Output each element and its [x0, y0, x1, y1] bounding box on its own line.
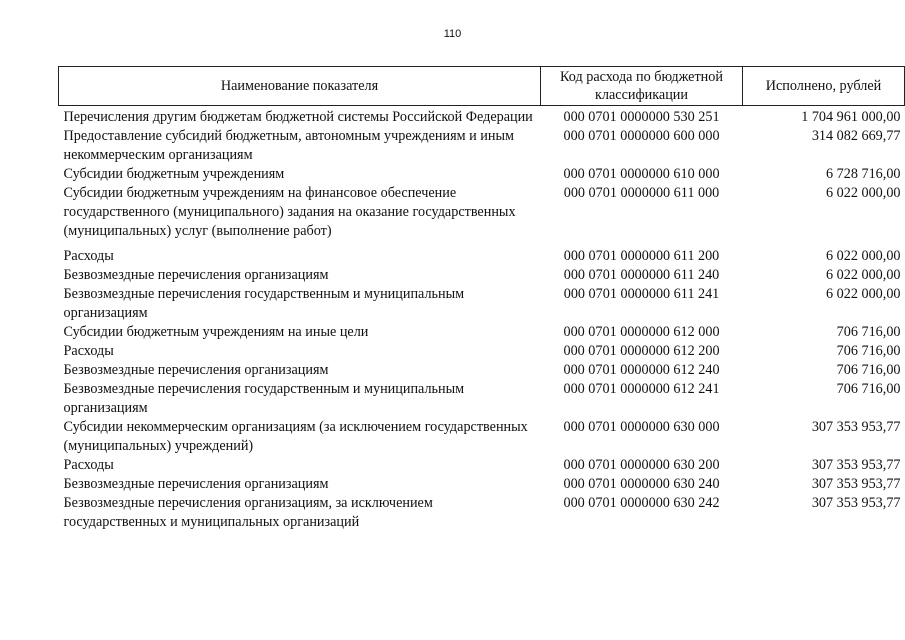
- row-name: Субсидии бюджетным учреждениям: [63, 166, 285, 182]
- table-row: [59, 247, 905, 266]
- table-row: [59, 266, 905, 285]
- row-name: Безвозмездные перечисления организациям: [63, 267, 329, 283]
- row-code: 000 0701 0000000 611 000: [563, 185, 720, 201]
- row-amount: 314 082 669,77: [811, 128, 901, 144]
- row-code: 000 0701 0000000 612 241: [563, 381, 720, 397]
- row-amount: 6 022 000,00: [826, 267, 901, 283]
- row-code: 000 0701 0000000 612 000: [563, 324, 720, 340]
- row-amount: 706 716,00: [836, 324, 901, 340]
- row-code: 000 0701 0000000 611 241: [563, 286, 720, 302]
- row-code: 000 0701 0000000 611 240: [563, 267, 720, 283]
- row-code: 000 0701 0000000 612 200: [563, 343, 720, 359]
- budget-table: [58, 66, 905, 532]
- row-name: Перечисления другим бюджетам бюджетной системы Российской Федерации: [63, 109, 533, 125]
- table-header: [59, 67, 905, 106]
- row-code: 000 0701 0000000 630 242: [563, 495, 720, 511]
- row-name: Расходы: [63, 457, 114, 473]
- row-code: 000 0701 0000000 530 251: [563, 109, 720, 125]
- table-body: [59, 106, 905, 533]
- row-amount: 307 353 953,77: [811, 419, 901, 435]
- row-name: Безвозмездные перечисления государственным и муниципальным организациям: [63, 286, 465, 321]
- header-name: Наименование показателя: [59, 67, 541, 106]
- row-amount: 307 353 953,77: [811, 495, 901, 511]
- row-name: Расходы: [63, 248, 114, 264]
- row-amount: 6 728 716,00: [826, 166, 901, 182]
- row-amount: 6 022 000,00: [826, 248, 901, 264]
- row-name: Безвозмездные перечисления организациям: [63, 476, 329, 492]
- row-code: 000 0701 0000000 610 000: [563, 166, 720, 182]
- header-code: Код расхода по бюджетной классификации: [541, 67, 743, 106]
- row-name: Расходы: [63, 343, 114, 359]
- table-row: [59, 127, 905, 165]
- table-row: [59, 361, 905, 380]
- row-amount: 307 353 953,77: [811, 476, 901, 492]
- row-code: 000 0701 0000000 630 200: [563, 457, 720, 473]
- header-row: [59, 67, 905, 106]
- row-code: 000 0701 0000000 630 000: [563, 419, 720, 435]
- table-row: [59, 165, 905, 184]
- table-row: [59, 342, 905, 361]
- table-row: [59, 456, 905, 475]
- row-amount: 706 716,00: [836, 343, 901, 359]
- row-code: 000 0701 0000000 600 000: [563, 128, 720, 144]
- row-name: Субсидии некоммерческим организациям (за исключением государственных (муниципальных) учреждений): [63, 419, 528, 454]
- row-amount: 6 022 000,00: [826, 185, 901, 201]
- table-row: [59, 184, 905, 247]
- row-name: Субсидии бюджетным учреждениям на финансовое обеспечение государственного (муниципального) задания на оказание государственных (муниципальных) услуг (выполнение работ): [63, 185, 516, 239]
- row-amount: 307 353 953,77: [811, 457, 901, 473]
- table-row: [59, 475, 905, 494]
- row-code: 000 0701 0000000 630 240: [563, 476, 720, 492]
- table-row: [59, 106, 905, 128]
- row-name: Безвозмездные перечисления государственным и муниципальным организациям: [63, 381, 465, 416]
- table-row: [59, 418, 905, 456]
- row-amount: 706 716,00: [836, 381, 901, 397]
- row-amount: 706 716,00: [836, 362, 901, 378]
- row-name: Субсидии бюджетным учреждениям на иные цели: [63, 324, 369, 340]
- row-code: 000 0701 0000000 612 240: [563, 362, 720, 378]
- table-row: [59, 380, 905, 418]
- row-name: Безвозмездные перечисления организациям, за исключением государственных и муниципальных организаций: [63, 495, 433, 530]
- header-amount: Исполнено, рублей: [743, 67, 905, 106]
- page-number: 110: [443, 28, 462, 40]
- table-row: [59, 323, 905, 342]
- row-name: Предоставление субсидий бюджетным, автономным учреждениям и иным некоммерческим организациям: [63, 128, 514, 163]
- table-row: [59, 494, 905, 532]
- row-code: 000 0701 0000000 611 200: [563, 248, 720, 264]
- table-row: [59, 285, 905, 323]
- row-amount: 1 704 961 000,00: [801, 109, 901, 125]
- row-amount: 6 022 000,00: [826, 286, 901, 302]
- row-name: Безвозмездные перечисления организациям: [63, 362, 329, 378]
